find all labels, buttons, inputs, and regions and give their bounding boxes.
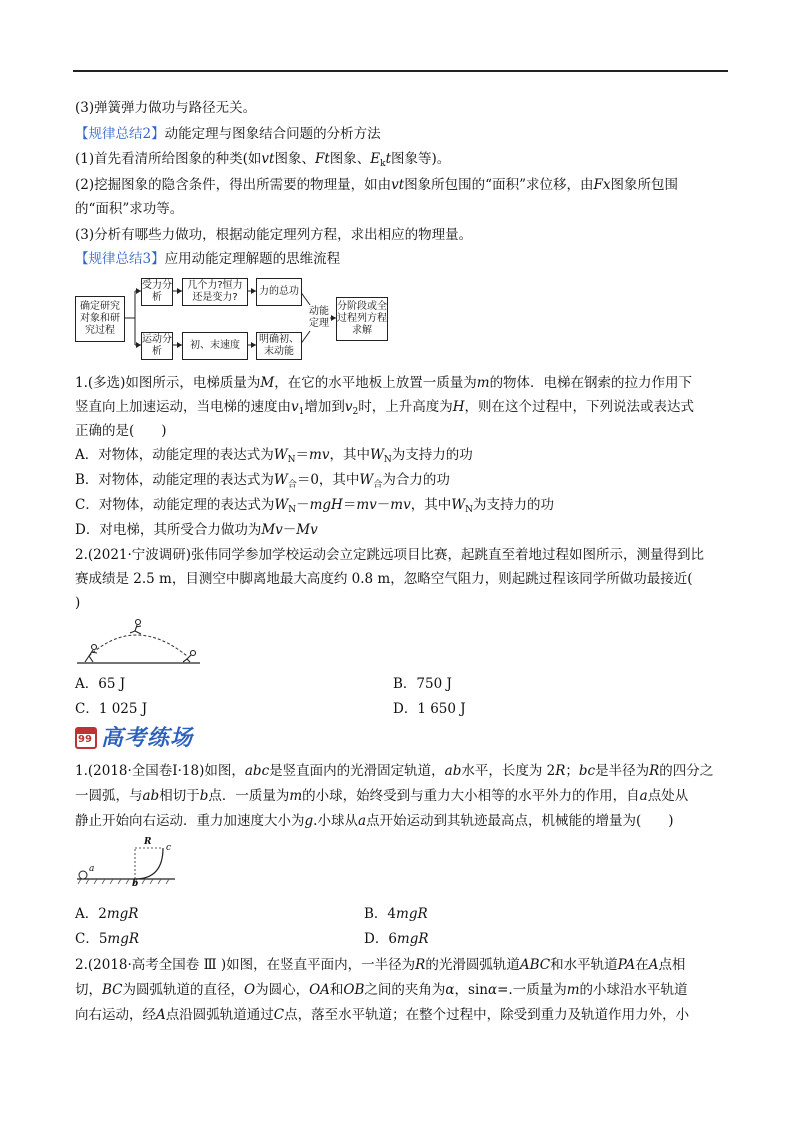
text-line: (3)分析有哪些力做功，根据动能定理列方程，求出相应的物理量。 (75, 227, 473, 243)
exam-question-1-line: 静止开始向右运动．重力加速度大小为g.小球从a点开始运动到其轨迹最高点，机械能的增量为( ) (75, 813, 674, 829)
text-line: (3)弹簧弹力做功与路径无关。 (75, 100, 257, 116)
header-rule (73, 70, 728, 72)
question-1-line: 竖直向上加速运动，当电梯的速度由$v_1$增加到$v_2$时，上升高度为H，则在这个过程中，下列说法或表达式 (75, 399, 695, 417)
long-jump-figure (75, 616, 205, 666)
flow-box-motion: 运动分析 (141, 332, 173, 360)
text-line: 的“面积”求功等。 (75, 201, 184, 217)
option-d[interactable]: D．6mgR (364, 931, 429, 947)
option-b[interactable]: B．对物体，动能定理的表达式为$W_合=0$，其中$W_合$为合力的功 (75, 472, 450, 490)
option-a[interactable]: A．对物体，动能定理的表达式为$W_N=mv$，其中$W_N$为支持力的功 (75, 447, 473, 465)
flow-box-solve: 分阶段或全过程列方程求解 (336, 297, 388, 341)
rule-title: 动能定理与图象结合问题的分析方法 (164, 126, 381, 142)
question-2-line: 赛成绩是 2.5 m，目测空中脚离地最大高度约 0.8 m，忽略空气阻力，则起跳过程该同学所做功最接近( (75, 571, 693, 587)
flow-box-velocity: 初、末速度 (182, 332, 248, 360)
question-2-line: 2.(2021·宁波调研)张伟同学参加学校运动会立定跳远项目比赛，起跳直至着地过程如图所示，测量得到比 (75, 547, 705, 563)
section-banner (75, 726, 210, 752)
rule-summary-3 (75, 250, 340, 268)
exam-question-2-line: 切，BC为圆弧轨道的直径，O为圆心，OA和OB之间的夹角为α，sinα=.一质量为m的小球沿水平轨道 (75, 982, 688, 998)
exam-question-1-line: 1.(2018·全国卷Ⅰ·18)如图，abc是竖直面内的光滑固定轨道，ab水平，长度为 2R；bc是半径为R的四分之 (75, 763, 714, 779)
exam-question-2-line: 向右运动，经A点沿圆弧轨道通过C点，落至水平轨道；在整个过程中，除受到重力及轨道作用力外，小 (75, 1007, 690, 1023)
flow-box-which-forces: 几个力?恒力还是变力? (182, 278, 248, 306)
option-b[interactable]: B．750 J (393, 676, 452, 692)
text-line: (1)首先看清所给图象的种类(如vt图象、Ft图象、$E_kt$图象等)。 (75, 151, 451, 169)
label-R: R (144, 837, 152, 847)
flow-box-force: 受力分析 (141, 278, 173, 306)
option-b[interactable]: B．4mgR (364, 906, 428, 922)
flow-box-kinetic-energy: 明确初、末动能 (256, 332, 302, 360)
text-line: (2)挖掘图象的隐含条件，得出所需要的物理量，如由vt图象所包围的“面积”求位移，由Fx图象所包围 (75, 177, 678, 193)
track-figure (75, 838, 180, 888)
option-a[interactable]: A．2mgR (75, 906, 139, 922)
track-drawing (75, 838, 180, 888)
option-a[interactable]: A．65 J (75, 676, 126, 692)
option-d[interactable]: D．1 650 J (393, 701, 466, 717)
question-2-line: ) (75, 595, 81, 611)
label-a: a (89, 864, 95, 874)
rule-summary-2 (75, 125, 381, 143)
flow-label-theorem: 动能定理 (309, 306, 329, 329)
rule-title: 应用动能定理解题的思维流程 (164, 251, 341, 267)
question-1-line: 正确的是( ) (75, 423, 167, 439)
calendar-badge: 99 (78, 734, 92, 745)
label-b: b (132, 879, 139, 889)
banner-title: 高考练场 (101, 726, 194, 751)
flow-box-total-work: 力的总功 (256, 278, 302, 306)
option-c[interactable]: C．1 025 J (75, 701, 148, 717)
option-c[interactable]: C．5mgR (75, 931, 140, 947)
question-1-line: 1.(多选)如图所示，电梯质量为M，在它的水平地板上放置一质量为m的物体．电梯在钢索的拉力作用下 (75, 375, 693, 391)
rule-tag: 【规律总结3】 (75, 251, 165, 267)
rule-tag: 【规律总结2】 (75, 126, 165, 142)
exam-question-1-line: 一圆弧，与ab相切于b点．一质量为m的小球，始终受到与重力大小相等的水平外力的作用，自a点处从 (75, 788, 689, 804)
option-c[interactable]: C．对物体，动能定理的表达式为$W_N-mgH=mv-mv$，其中$W_N$为支持力的功 (75, 497, 554, 515)
flow-box-research: 确定研究对象和研究过程 (75, 296, 125, 342)
label-c: c (166, 843, 172, 853)
calendar-icon (75, 727, 97, 749)
option-d[interactable]: D．对电梯，其所受合力做功为Mv－Mv (75, 522, 318, 538)
exam-question-2-line: 2.(2018·高考全国卷 Ⅲ )如图，在竖直平面内，一半径为R的光滑圆弧轨道ABC和水平轨道PA在A点相 (75, 957, 686, 973)
